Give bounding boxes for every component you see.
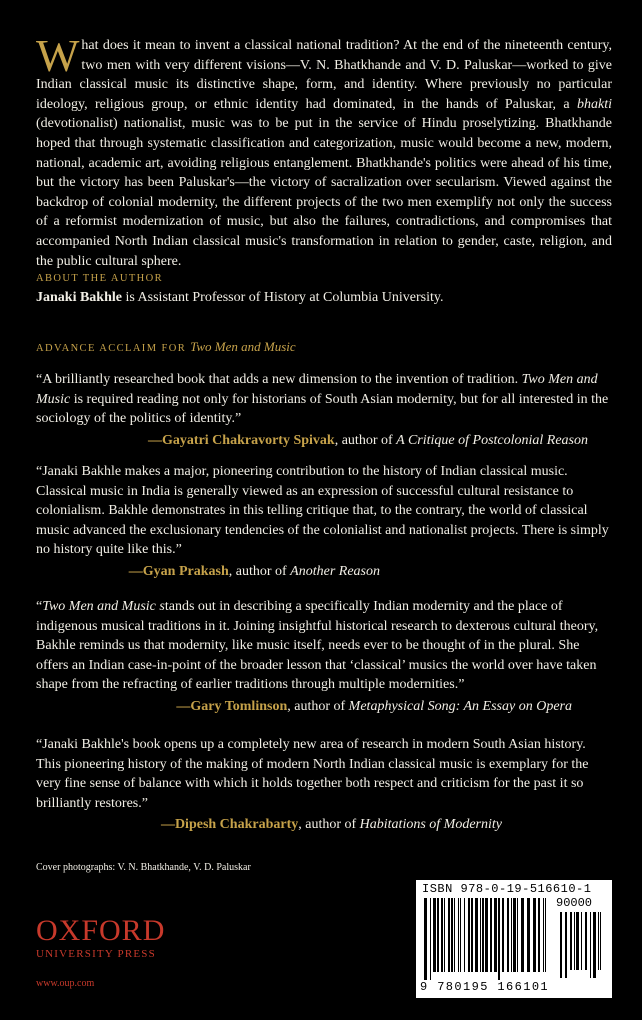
barcode-bar <box>507 898 509 972</box>
cover-credits: Cover photographs: V. N. Bhatkhande, V. D. Paluskar <box>36 862 251 873</box>
barcode-bar <box>576 912 579 970</box>
barcode-bar <box>444 898 445 972</box>
barcode-bar <box>480 898 481 972</box>
ean-bars <box>422 898 550 980</box>
barcode-bar <box>581 912 582 970</box>
acclaim-heading <box>36 339 296 355</box>
barcode-bar <box>485 898 488 972</box>
quote-text: “Janaki Bakhle's book opens up a completely new area of research in modern South Asian history. This pioneering history of the making of modern North Indian classical music is exemplary for the very fine sense of balance with which it holds together both respect and criticism for the past it so brilliantly restores.” <box>36 737 589 811</box>
quote-2 <box>36 462 612 582</box>
quote-author-name: Gyan Prakash <box>142 563 229 579</box>
description-text-continued: (devotionalist) nationalist, music was to be put in the service of Hindu proselytizing. Bhatkhande hoped that through systematic classification and categorization, music would become a new, modern, national, academic art, avoiding religious entanglement. Bhatkhande's politics were ahead of his time, but the victory has been Paluskar's—the victory of sacralization over secularism. Viewed against the backdrop of colonial modernity, the different projects of the two men exemplify not only the success of a reformist modernization of music, but also the failures, contradictions, and compromises that accompanied North Indian classical music's transformation in relation to gender, caste, religion, and the public cultural sphere. <box>36 116 612 269</box>
quote-3 <box>36 597 612 717</box>
quote-author-work: Metaphysical Song: An Essay on Opera <box>348 698 572 714</box>
isbn-number: ISBN 978-0-19-516610-1 <box>422 882 592 896</box>
barcode-bar <box>454 898 455 972</box>
barcode-bar <box>475 898 478 972</box>
price-code: 90000 <box>556 896 593 910</box>
description-text: hat does it mean to invent a classical national tradition? At the end of the nineteenth century, two men with very different visions—V. N. Bhatkhande and V. D. Paluskar—worked to give Indian classical music its distinctive shape, form, and identity. Where previously no particular ideology, religious group, or ethnic identity had dominated, in the hands of Paluskar, a <box>36 38 612 112</box>
barcode-bar <box>513 898 516 972</box>
quote-text: “A brilliantly researched book that adds a new dimension to the invention of tradition. Two Men and Music is required reading not only for historians of South Asian modernity, but for all interested in the sociology of the politics of identity.” <box>36 372 609 427</box>
acclaim-book-title: Two Men and Music <box>190 339 296 354</box>
publisher-logo <box>36 916 165 989</box>
quote-attribution: —Gyan Prakash, author of Another Reason <box>128 563 380 579</box>
author-bio <box>36 290 443 306</box>
barcode-bar <box>517 898 518 972</box>
quote-author-name: Gayatri Chakravorty Spivak <box>162 432 335 448</box>
drop-cap: W <box>36 30 80 81</box>
publisher-url: www.oup.com <box>36 978 95 989</box>
barcode-bar <box>560 912 562 978</box>
barcode-bar <box>585 912 587 970</box>
barcode-bar <box>460 898 461 972</box>
barcode-bar <box>593 912 596 978</box>
barcode-bar <box>458 898 459 972</box>
barcode-bar <box>543 898 544 972</box>
ean-number: 9 780195 166101 <box>420 980 550 994</box>
barcode-bar <box>521 898 524 972</box>
barcode-bar <box>600 912 601 970</box>
quote-attribution: —Gayatri Chakravorty Spivak, author of A Critique of Postcolonial Reason <box>148 432 588 448</box>
quote-attribution: —Dipesh Chakrabarty, author of Habitations of Modernity <box>160 817 502 833</box>
quote-4 <box>36 735 612 835</box>
barcode-bar <box>451 898 453 972</box>
barcode-bar <box>598 912 599 970</box>
isbn-barcode <box>416 880 612 998</box>
supplemental-bars <box>558 912 606 978</box>
barcode-bar <box>538 898 540 972</box>
quote-author-name: Dipesh Chakrabarty <box>174 817 299 833</box>
barcode-bar <box>471 898 473 972</box>
quote-text: “Two Men and Music stands out in describing a specifically Indian modernity and the place of indigenous musical traditions in it. Joining insightful historical research to dexterous cultural theory, Bakhle reminds us that modernity, like music itself, needs ever to be thought of in the plural. She offers an Indian case-in-point of the broader lesson that ‘classical’ musics the world over have taken shape from the refracting of earlier traditions through multiple modernities.” <box>36 599 599 693</box>
publisher-subtitle: UNIVERSITY PRESS <box>36 948 156 960</box>
barcode-bar <box>468 898 470 972</box>
quote-author-work: Another Reason <box>290 563 380 579</box>
barcode-bar <box>430 898 431 980</box>
barcode-bar <box>570 912 572 970</box>
barcode-bar <box>482 898 484 972</box>
quote-author-name: Gary Tomlinson <box>190 698 288 714</box>
barcode-bar <box>511 898 512 972</box>
author-bio-text: is Assistant Professor of History at Columbia University. <box>121 290 444 305</box>
quote-1 <box>36 370 612 450</box>
barcode-bar <box>498 898 500 980</box>
barcode-bar <box>490 898 492 972</box>
description-paragraph <box>36 30 612 271</box>
quote-attribution: —Gary Tomlinson, author of Metaphysical Song: An Essay on Opera <box>176 698 572 714</box>
quote-author-work: Habitations of Modernity <box>359 817 502 833</box>
barcode-bar <box>527 898 530 972</box>
about-author-heading: ABOUT THE AUTHOR <box>36 273 164 284</box>
publisher-name: OXFORD <box>36 914 166 947</box>
quote-author-work: A Critique of Postcolonial Reason <box>396 432 588 448</box>
barcode-bar <box>437 898 439 972</box>
barcode-bar <box>433 898 436 972</box>
barcode-bar <box>448 898 450 972</box>
description-italic: bhakti <box>577 96 612 112</box>
barcode-bar <box>590 912 591 978</box>
barcode-bar <box>464 898 465 972</box>
acclaim-label: ADVANCE ACCLAIM FOR <box>36 343 191 354</box>
barcode-bar <box>502 898 504 972</box>
barcode-bar <box>574 912 575 970</box>
barcode-bar <box>565 912 567 978</box>
barcode-bar <box>533 898 536 972</box>
barcode-bar <box>545 898 546 972</box>
quote-text: “Janaki Bakhle makes a major, pioneering contribution to the history of Indian classical music. Classical music in India is generally viewed as an expression of successful cultural resistance to colonialism. Bakhle demonstrates in this telling critique that, to the contrary, the world of classical music advanced the exclusionary tendencies of the colonialist and nationalist projects. There is simply no history quite like this.” <box>36 464 609 558</box>
barcode-bar <box>494 898 497 972</box>
barcode-bar <box>424 898 427 980</box>
barcode-bar <box>441 898 443 972</box>
author-name: Janaki Bakhle <box>36 290 122 305</box>
